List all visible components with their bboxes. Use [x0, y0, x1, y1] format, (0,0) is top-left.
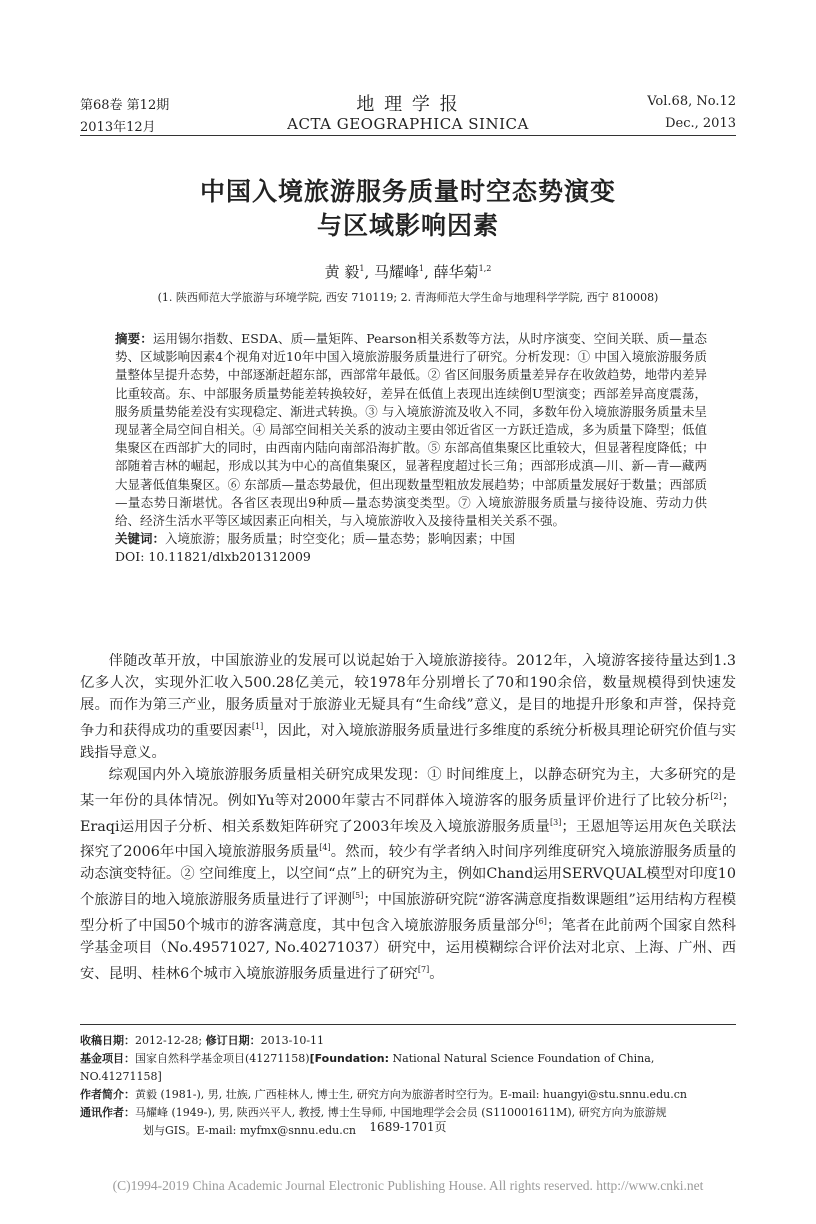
- abstract: [115, 330, 707, 567]
- journal-month: Dec., 2013: [665, 116, 736, 131]
- citation[interactable]: [5]: [352, 891, 364, 901]
- author-affil-mark: 1,2: [478, 264, 492, 273]
- author-affil-mark: 1: [359, 264, 365, 273]
- keywords-text: 入境旅游；服务质量；时空变化；质—量态势；影响因素；中国: [165, 531, 516, 547]
- journal-date: 2013年12月: [80, 120, 156, 135]
- journal-volume: Vol.68, No.12: [647, 94, 736, 109]
- author-name: 薛华菊: [433, 263, 479, 281]
- citation[interactable]: [4]: [319, 843, 331, 853]
- paper-title-line1: 中国入境旅游服务质量时空态势演变: [199, 177, 616, 206]
- corresponding-author: 通讯作者：马耀峰 (1949-), 男, 陕西兴平人, 教授, 博士生导师, 中国地理学会会员 (S110001611M), 研究方向为旅游规: [80, 1106, 667, 1119]
- copyright-notice: (C)1994-2019 China Academic Journal Electronic Publishing House. All rights reserved. http://www.cnki.net: [112, 1178, 704, 1193]
- author-name: 黄 毅: [324, 263, 360, 281]
- keywords-label: 关键词：: [115, 531, 166, 547]
- author-bio: 作者简介：黄毅 (1981-), 男, 壮族, 广西桂林人, 博士生, 研究方向为旅游者时空行为。E-mail: huangyi@stu.snnu.edu.cn: [80, 1088, 687, 1101]
- citation[interactable]: [2]: [710, 791, 722, 801]
- abstract-label: 摘要：: [115, 331, 153, 346]
- abstract-text: 运用锡尔指数、ESDA、质—量矩阵、Pearson相关系数等方法，从时序演变、空间关联、质—量态势、区域影响因素4个视角对近10年中国入境旅游服务质量进行了研究。分析发现：① 中国入境旅游服务质量整体呈提升态势，中部逐渐赶超东部，西部常年最低。② 省区间服务质量差异存在收敛趋势，地带内差异比重较高。东、中部服务质量势能差转换较好，差异在低值上表现出连续倒U型演变；西部差异高度震荡，服务质量势能差没有实现稳定、渐进式转换。③ 与入境旅游流及收入不同，多数年份入境旅游服务质量未呈现显著全局空间自相关。④ 局部空间相关关系的波动主要由邻近省区一方跃迁造成，多为质量下降型；低值集聚区在西部扩大的同时，由西南内陆向南部沿海扩散。⑤ 东部高值集聚区比重较大，但显著程度降低；中部随着吉林的崛起，形成以其为中心的高值集聚区，显著程度超过长三角；西部形成滇—川、新—青—藏两大显著低值集聚区。⑥ 东部质—量态势最优，但出现数量型粗放发展趋势；中部质量发展好于数量；西部质—量态势日渐堪忧。各省区表现出9种质—量态势演变类型。⑦ 入境旅游服务质量与接待设施、劳动力供给、经济生活水平等区域因素正向相关，与入境旅游收入及接待量相关关系不强。: [115, 331, 707, 529]
- corresponding-author-cont: 划与GIS。E-mail: myfmx@snnu.edu.cn: [143, 1124, 356, 1137]
- citation[interactable]: [1]: [251, 722, 264, 731]
- doi: DOI: 10.11821/dlxb201312009: [115, 549, 311, 565]
- author-affil-mark: 1: [419, 264, 425, 273]
- page-range: 1689-1701页: [369, 1120, 447, 1134]
- journal-issue: 第68卷 第12期: [80, 98, 170, 113]
- body-text: [80, 650, 736, 984]
- citation[interactable]: [6]: [535, 916, 547, 926]
- affiliations: (1. 陕西师范大学旅游与环境学院, 西安 710119; 2. 青海师范大学生命与地理科学学院, 西宁 810008): [157, 291, 659, 304]
- funding: 基金项目：国家自然科学基金项目(41271158)[Foundation: National Natural Science Foundation of China, NO.41271158]: [80, 1052, 655, 1083]
- author-list: 黄 毅$^1$, 马耀峰$^1$, 薛华菊$^{1,2}$: [324, 263, 492, 281]
- paper-title-line2: 与区域影响因素: [316, 211, 499, 240]
- paragraph: 伴随改革开放，中国旅游业的发展可以说起始于入境旅游接待。2012年，入境游客接待量达到1.3亿多人次，实现外汇收入500.28亿美元，较1978年分别增长了70和190余倍，数量规模得到快速发展。而作为第三产业，服务质量对于旅游业无疑具有“生命线”意义，是目的地提升形象和声誉，保持竞争力和获得成功的重要因素[1]，因此，对入境旅游服务质量进行多维度的系统分析极具理论研究价值与实践指导意义。: [80, 653, 737, 761]
- footnote-rule: [80, 1024, 736, 1025]
- paragraph: 综观国内外入境旅游服务质量相关研究成果发现：① 时间维度上，以静态研究为主，大多研究的是某一年份的具体情况。例如Yu等对2000年蒙古不同群体入境游客的服务质量评价进行了比较分析[2]；Eraqi运用因子分析、相关系数矩阵研究了2003年埃及入境旅游服务质量[3]；王恩旭等运用灰色关联法探究了2006年中国入境旅游服务质量[4]。然而，较少有学者纳入时间序列维度研究入境旅游服务质量的动态演变特征。② 空间维度上，以空间“点”上的研究为主，例如Chand运用SERVQUAL模型对印度10个旅游目的地入境旅游服务质量进行了评测[5]；中国旅游研究院“游客满意度指数课题组”运用结构方程模型分析了中国50个城市的游客满意度，其中包含入境旅游服务质量部分[6]；笔者在此前两个国家自然科学基金项目（No.49571027, No.40271037）研究中，运用模糊综合评价法对北京、上海、广州、西安、昆明、桂林6个城市入境旅游服务质量进行了研究[7]。: [80, 766, 737, 982]
- author-name: 马耀峰: [374, 263, 420, 281]
- citation[interactable]: [7]: [417, 964, 430, 974]
- citation[interactable]: [3]: [550, 817, 562, 827]
- header-rule: [80, 135, 736, 136]
- journal-name-cn: 地 理 学 报: [356, 94, 460, 115]
- journal-name-en: ACTA GEOGRAPHICA SINICA: [287, 115, 529, 133]
- received-dates: 收稿日期：2012-12-28; 修订日期：2013-10-11: [80, 1034, 325, 1047]
